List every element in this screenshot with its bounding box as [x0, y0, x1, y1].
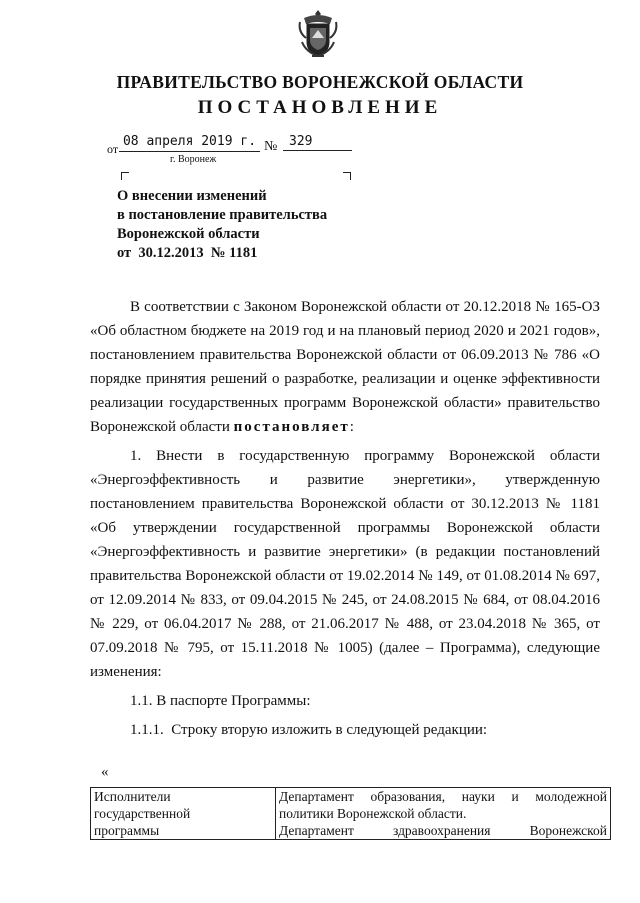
subject-line: от 30.12.2013 № 1181: [117, 245, 258, 261]
preamble-text: В соответствии с Законом Воронежской области от 20.12.2018 № 165-ОЗ «Об областном бюджете на 2019 год и на плановый период 2020 и 2021 годов», постановлением правительства Воронежской области от 06.09.2013 № 786 «О порядке принятия решений о разработке, реализации и оценке эффективности реализации государственных программ Воронежской области» правительство Воронежской области: [90, 299, 600, 435]
table-cell-label: [91, 788, 276, 840]
subject-line: в постановление правительства: [117, 207, 328, 223]
decree-number: 329: [283, 133, 352, 151]
decree-subject: [117, 187, 327, 263]
resolves-word: постановляет: [233, 419, 350, 435]
table-row: [91, 788, 611, 840]
item-1-1-1-paragraph: 1.1.1. Строку вторую изложить в следующей редакции:: [130, 722, 488, 738]
decree-body: [90, 295, 600, 742]
subject-line: Воронежской области: [117, 226, 260, 242]
cell-line: Исполнители: [94, 789, 171, 804]
item-1-paragraph: 1. Внести в государственную программу Воронежской области «Энергоэффективность и развитие энергетики», утвержденную постановлением правительства Воронежской области от 30.12.2013 № 1181 «Об утверждении государственной программы Воронежской области «Энергоэффективность и развитие энергетики» (в редакции постановлений правительства Воронежской области от 19.02.2014 № 149, от 01.08.2014 № 697, от 12.09.2014 № 833, от 09.04.2015 № 245, от 24.08.2015 № 684, от 08.04.2016 № 229, от 06.04.2017 № 288, от 21.06.2017 № 488, от 23.04.2018 № 365, от 07.09.2018 № 795, от 15.11.2018 № 1005) (далее – Программа), следующие изменения:: [90, 448, 600, 680]
preamble-paragraph: [90, 295, 600, 439]
subject-line: О внесении изменений: [117, 188, 267, 204]
number-sign: №: [264, 139, 278, 154]
cell-line: Департамент здравоохранения Воронежской: [279, 823, 607, 838]
cell-line: государственной: [94, 806, 191, 821]
opening-quote: «: [101, 764, 109, 780]
item-1-1-paragraph: 1.1. В паспорте Программы:: [130, 693, 311, 709]
passport-table: [90, 787, 611, 840]
document-type: ПОСТАНОВЛЕНИЕ: [197, 97, 443, 118]
decree-date: 08 апреля 2019 г.: [119, 133, 260, 152]
coat-of-arms-icon: [298, 8, 338, 60]
government-name: ПРАВИТЕЛЬСТВО ВОРОНЕЖСКОЙ ОБЛАСТИ: [116, 72, 524, 92]
cell-line: Департамент образования, науки и молодежной политики Воронежской области.: [279, 789, 607, 821]
cell-line: программы: [94, 823, 160, 838]
corner-mark-right: [343, 172, 351, 180]
table-cell-value: [276, 788, 611, 840]
corner-mark-left: [121, 172, 129, 180]
date-prefix: от: [107, 142, 119, 156]
preamble-colon: :: [349, 419, 354, 435]
city-name: г. Воронеж: [170, 154, 217, 165]
